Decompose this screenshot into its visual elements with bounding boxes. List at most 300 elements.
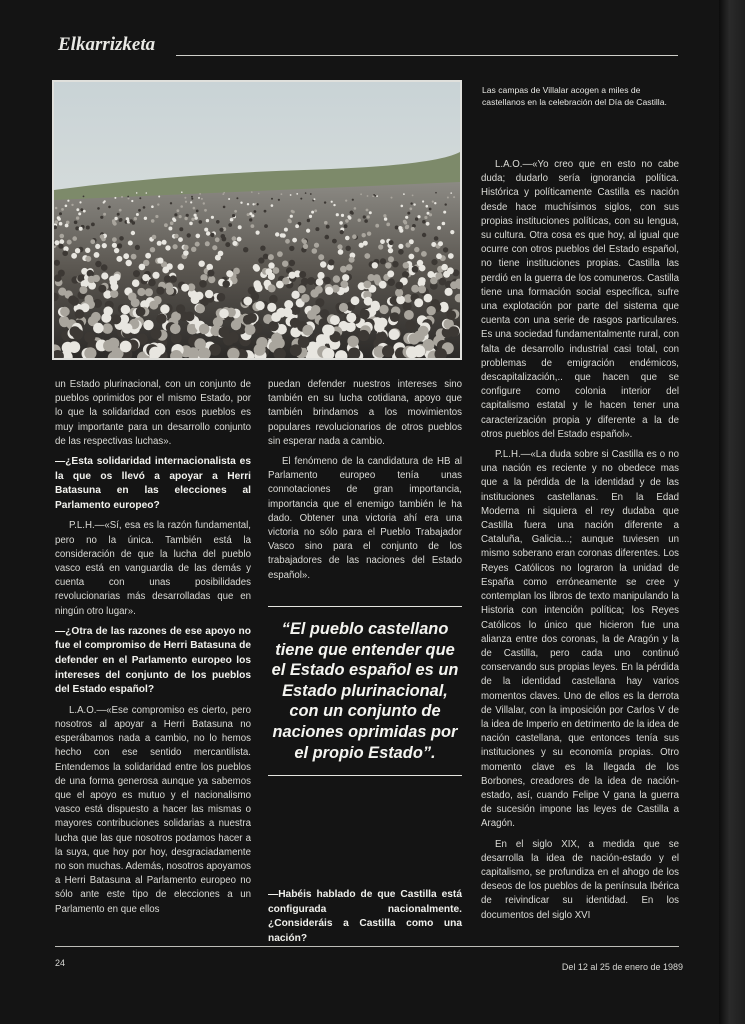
- crowd-figure: [363, 215, 366, 218]
- crowd-figure: [376, 195, 378, 197]
- crowd-figure: [422, 200, 424, 202]
- crowd-figure: [196, 210, 199, 213]
- section-title: Elkarrizketa: [58, 34, 156, 55]
- crowd-figure: [75, 226, 79, 230]
- crowd-figure: [178, 264, 185, 271]
- crowd-figure: [388, 248, 393, 253]
- crowd-figure: [284, 228, 288, 232]
- crowd-figure: [271, 198, 273, 200]
- crowd-figure: [131, 254, 137, 260]
- interview-question: —¿Otra de las razones de ese apoyo no fue el compromiso de Herri Batasuna de defender en el Parlamento europeo los intereses del conjunto de los pueblos del Estado español?: [55, 625, 251, 696]
- crowd-figure: [380, 239, 385, 244]
- crowd-figure: [83, 210, 86, 213]
- crowd-figure: [252, 203, 254, 205]
- crowd-figure: [403, 193, 405, 195]
- crowd-figure: [405, 216, 408, 219]
- crowd-figure: [367, 195, 369, 197]
- paragraph: L.A.O.—«Ese compromiso es cierto, pero nosotros al apoyar a Herri Batasuna no esperábamos nada a cambio, no lo hemos hecho con ese sentido mercantilista. Entendemos la solidaridad entre los pueblos de una forma generosa aunque ya sabemos que el apoyo es mutuo y el nacionalismo vasco está dispuesto a hacer las mismas o mayores contribuciones solidarias a nuestra lucha que las que nosotros podamos hacer a la suya, que hoy por hoy, desgraciadamente no son muchas. Además, nosotros apoyamos a Herri Batasuna al Parlamento europeo no sólo ante este tipo de elecciones a un Parlamento en que ellos: [55, 704, 252, 915]
- crowd-figure: [234, 210, 237, 213]
- crowd-figure: [86, 226, 90, 230]
- crowd-figure: [110, 290, 118, 298]
- crowd-figure: [345, 219, 349, 223]
- crowd-figure: [324, 221, 328, 225]
- crowd-figure: [429, 208, 432, 211]
- crowd-figure: [71, 204, 73, 206]
- crowd-figure: [181, 284, 189, 292]
- crowd-figure: [101, 313, 111, 323]
- crowd-figure: [445, 203, 447, 205]
- crowd-figure: [191, 196, 193, 198]
- paragraph: puedan defender nuestros intereses sino también en su lucha cotidiana, apoyo que también brindamos a los movimientos populares revolucionarios de otros pueblos sin esperar nada a cambio.: [268, 379, 462, 447]
- crowd-figure: [119, 236, 124, 241]
- crowd-figure: [58, 288, 66, 296]
- pull-quote-box: [268, 606, 462, 776]
- crowd-figure: [311, 305, 320, 314]
- crowd-figure: [372, 262, 378, 268]
- crowd-figure: [57, 216, 60, 219]
- crowd-figure: [219, 228, 223, 232]
- crowd-figure: [162, 267, 169, 274]
- crowd-figure: [434, 236, 439, 241]
- crowd-figure: [176, 304, 185, 313]
- crowd-figure: [243, 247, 248, 252]
- crowd-figure: [76, 216, 79, 219]
- crowd-figure: [302, 325, 313, 336]
- crowd-figure: [332, 239, 337, 244]
- crowd-figure: [450, 230, 454, 234]
- crowd-figure: [228, 198, 230, 200]
- crowd-figure: [151, 328, 162, 339]
- crowd-figure: [415, 217, 418, 220]
- crowd-figure: [221, 234, 226, 239]
- crowd-figure: [256, 231, 260, 235]
- pull-quote: “El pueblo castellano tiene que entender que el Estado español es un Estado plurinacional, con un conjunto de naciones oprimidas por el propio Estado”.: [271, 620, 459, 762]
- crowd-figure: [409, 207, 412, 210]
- crowd-figure: [268, 321, 278, 331]
- crowd-figure: [247, 313, 257, 323]
- page-number: 24: [55, 958, 66, 968]
- crowd-figure: [206, 264, 213, 271]
- crowd-figure: [280, 233, 284, 237]
- crowd-figure: [68, 295, 77, 304]
- crowd-figure: [136, 307, 146, 317]
- crowd-figure: [328, 259, 334, 265]
- crowd-figure: [165, 283, 173, 291]
- crowd-figure: [158, 196, 160, 198]
- crowd-figure: [443, 247, 448, 252]
- crowd-figure: [157, 241, 162, 246]
- crowd-figure: [128, 241, 133, 246]
- crowd-figure: [223, 206, 226, 209]
- crowd-figure: [340, 280, 348, 288]
- crowd-figure: [116, 256, 122, 262]
- crowd-figure: [337, 244, 342, 249]
- crowd-figure: [436, 253, 442, 259]
- crowd-figure: [364, 281, 372, 289]
- crowd-figure: [358, 219, 361, 222]
- crowd-figure: [342, 274, 349, 281]
- crowd-figure: [311, 211, 314, 214]
- crowd-figure: [65, 205, 68, 208]
- crowd-figure: [183, 245, 188, 250]
- crowd-figure: [68, 341, 80, 353]
- crowd-figure: [58, 244, 63, 249]
- crowd-figure: [314, 209, 317, 212]
- crowd-figure: [121, 196, 123, 198]
- crowd-figure: [359, 243, 364, 248]
- crowd-figure: [111, 314, 121, 324]
- crowd-figure: [190, 201, 192, 203]
- crowd-figure: [123, 253, 129, 259]
- crowd-figure: [379, 305, 388, 314]
- crowd-figure: [338, 249, 344, 255]
- crowd-figure: [283, 308, 293, 318]
- crowd-figure: [178, 237, 183, 242]
- crowd-figure: [316, 278, 324, 286]
- crowd-figure: [144, 217, 147, 220]
- crowd-figure: [136, 213, 139, 216]
- crowd-figure: [375, 224, 379, 228]
- paragraph: L.A.O.—«Yo creo que en esto no cabe duda; dudarlo sería ignorancia política. Histórica y políticamente Castilla es nación desde hace muchísimos siglos, con sus propias instituciones políticas, con su lengua, su cultura. Otra cosa es que hoy, al igual que ocurre con otros pueblos del Estado español, no tiene instituciones propias. Castilla las perdió en la guerra de los comuneros. Castilla tiene una formación social específica, sufre una explotación por parte del sistema que cuenta con una serie de rasgos particulares. Es una sociedad fundamentalmente rural, con falta de desarrollo industrial casi total, con problemas de emigración endémicos, descapitalización,.. que hacen que se configure como colonia interior del capitalismo estatal y le hacen tener una caracterización propia y diferente a la de otros pueblos del Estado español».: [481, 159, 679, 440]
- crowd-figure: [251, 214, 254, 217]
- crowd-figure: [216, 220, 220, 224]
- crowd-figure: [114, 248, 119, 253]
- crowd-figure: [281, 193, 283, 195]
- crowd-figure: [142, 274, 149, 281]
- crowd-figure: [448, 326, 459, 337]
- crowd-figure: [408, 333, 419, 344]
- crowd-figure: [403, 220, 407, 224]
- crowd-figure: [151, 219, 155, 223]
- crowd-figure: [285, 239, 290, 244]
- crowd-figure: [249, 218, 252, 221]
- crowd-figure: [61, 208, 64, 211]
- crowd-figure: [395, 289, 403, 297]
- crowd-figure: [392, 261, 398, 267]
- binding-spine: [719, 0, 745, 1024]
- crowd-figure: [170, 324, 181, 335]
- crowd-figure: [333, 204, 335, 206]
- crowd-figure: [181, 191, 183, 193]
- crowd-figure: [152, 272, 159, 279]
- crowd-figure: [442, 222, 446, 226]
- crowd-figure: [80, 208, 83, 211]
- crowd-figure: [132, 221, 136, 225]
- crowd-figure: [133, 270, 140, 277]
- crowd-figure: [412, 195, 414, 197]
- crowd-figure: [112, 221, 116, 225]
- crowd-figure: [100, 234, 105, 239]
- crowd-figure: [217, 293, 226, 302]
- crowd-figure: [121, 305, 130, 314]
- crowd-figure: [126, 260, 132, 266]
- section-rule: [176, 55, 678, 56]
- crowd-figure: [405, 320, 415, 330]
- crowd-figure: [268, 262, 274, 268]
- crowd-figure: [157, 203, 159, 205]
- crowd-figure: [362, 233, 366, 237]
- crowd-figure: [196, 304, 205, 313]
- crowd-figure: [204, 228, 208, 232]
- crowd-figure: [59, 222, 63, 226]
- crowd-figure: [291, 210, 294, 213]
- crowd-figure: [240, 202, 242, 204]
- crowd-figure: [390, 312, 400, 322]
- crowd-figure: [104, 200, 106, 202]
- crowd-figure: [131, 200, 133, 202]
- crowd-figure: [203, 202, 205, 204]
- crowd-figure: [189, 222, 193, 226]
- crowd-figure: [171, 332, 182, 343]
- crowd-figure: [427, 306, 436, 315]
- crowd-figure: [79, 201, 81, 203]
- crowd-figure: [398, 249, 404, 255]
- crowd-figure: [54, 260, 60, 266]
- crowd-figure: [405, 225, 409, 229]
- crowd-figure: [291, 291, 299, 299]
- crowd-figure: [292, 238, 297, 243]
- crowd-figure: [102, 243, 107, 248]
- crowd-figure: [204, 209, 207, 212]
- crowd-figure: [426, 222, 430, 226]
- crowd-figure: [173, 244, 178, 249]
- crowd-figure: [160, 304, 169, 313]
- crowd-figure: [179, 227, 183, 231]
- crowd-figure: [247, 213, 250, 216]
- crowd-figure: [65, 224, 69, 228]
- crowd-figure: [318, 254, 324, 260]
- crowd-figure: [254, 265, 261, 272]
- crowd-figure: [59, 317, 69, 327]
- crowd-figure: [351, 212, 354, 215]
- crowd-figure: [346, 313, 356, 323]
- crowd-figure: [441, 264, 448, 271]
- crowd-figure: [88, 276, 95, 283]
- crowd-figure: [195, 242, 200, 247]
- crowd-figure: [309, 215, 312, 218]
- crowd-figure: [284, 300, 293, 309]
- crowd-figure: [251, 191, 253, 193]
- crowd-figure: [103, 213, 106, 216]
- crowd-figure: [59, 239, 64, 244]
- crowd-figure: [205, 290, 213, 298]
- crowd-figure: [264, 210, 267, 213]
- crowd-figure: [396, 296, 405, 305]
- crowd-figure: [212, 245, 217, 250]
- crowd-figure: [453, 196, 455, 198]
- crowd-figure: [312, 248, 318, 254]
- crowd-figure: [157, 314, 167, 324]
- crowd-figure: [165, 245, 170, 250]
- crowd-figure: [78, 212, 81, 215]
- crowd-figure: [346, 264, 353, 271]
- crowd-figure: [108, 206, 111, 209]
- crowd-figure: [275, 232, 279, 236]
- crowd-figure: [418, 285, 426, 293]
- crowd-figure: [443, 211, 446, 214]
- crowd-figure: [237, 237, 242, 242]
- crowd-figure: [388, 256, 394, 262]
- crowd-figure: [54, 240, 59, 245]
- crowd-figure: [389, 329, 400, 340]
- crowd-figure: [139, 197, 141, 199]
- interview-question: —Habéis hablado de que Castilla está configurada nacionalmente. ¿Consideráis a Castilla como una nación?: [268, 889, 462, 944]
- crowd-figure: [75, 309, 85, 319]
- crowd-figure: [186, 214, 189, 217]
- crowd-figure: [151, 205, 154, 208]
- paragraph: El fenómeno de la candidatura de HB al Parlamento europeo tenía unas connotaciones de gran importancia, importancia que el enemigo también le ha dado. Obtener una victoria ahí era una victoria no sólo para el Pueblo Trabajador Vasco sino para el conjunto de los trabajadores de las naciones del Estado español».: [268, 456, 462, 581]
- crowd-figure: [251, 224, 255, 228]
- crowd-figure: [70, 326, 81, 337]
- crowd-figure: [265, 268, 272, 275]
- crowd-figure: [417, 260, 423, 266]
- crowd-figure: [296, 193, 298, 195]
- crowd-figure: [386, 223, 390, 227]
- crowd-figure: [447, 267, 454, 274]
- crowd-figure: [59, 212, 62, 215]
- crowd-figure: [193, 207, 196, 210]
- crowd-figure: [349, 257, 355, 263]
- crowd-figure: [310, 289, 318, 297]
- crowd-figure: [205, 241, 210, 246]
- crowd-figure: [298, 285, 306, 293]
- crowd-figure: [87, 270, 94, 277]
- crowd-figure: [391, 197, 393, 199]
- crowd-figure: [424, 216, 427, 219]
- crowd-figure: [268, 254, 274, 260]
- crowd-figure: [184, 197, 186, 199]
- crowd-figure: [289, 246, 294, 251]
- crowd-figure: [122, 323, 133, 334]
- crowd-figure: [162, 240, 167, 245]
- crowd-figure: [364, 253, 370, 259]
- crowd-figure: [302, 239, 307, 244]
- crowd-figure: [399, 229, 403, 233]
- crowd-figure: [74, 221, 78, 225]
- crowd-figure: [146, 192, 148, 194]
- paragraph: En el siglo XIX, a medida que se desarrolla la idea de nación-estado y el capitalismo, se profundiza en el ahogo de los deseos de los pueblos de la península Ibérica de reivindicar su identidad. En los documentos del siglo XVI: [481, 838, 679, 921]
- crowd-figure: [395, 282, 403, 290]
- crowd-figure: [306, 229, 310, 233]
- crowd-figure: [364, 219, 368, 223]
- crowd-figure: [387, 270, 394, 277]
- crowd-figure: [136, 192, 138, 194]
- crowd-figure: [405, 242, 410, 247]
- photo-caption: Las campas de Villalar acogen a miles de castellanos en la celebración del Día de Castilla.: [482, 85, 667, 107]
- crowd-figure: [383, 214, 386, 217]
- crowd-figure: [128, 198, 130, 200]
- crowd-figure: [93, 323, 104, 334]
- crowd-figure: [431, 259, 437, 265]
- crowd-figure: [209, 344, 221, 356]
- crowd-figure: [258, 193, 260, 195]
- crowd-figure: [177, 209, 180, 212]
- crowd-figure: [75, 248, 80, 253]
- crowd-figure: [330, 315, 340, 325]
- crowd-figure: [299, 271, 306, 278]
- crowd-figure: [366, 209, 369, 212]
- crowd-figure: [360, 193, 362, 195]
- crowd-figure: [352, 199, 354, 201]
- crowd-figure: [62, 251, 68, 257]
- crowd-figure: [371, 301, 380, 310]
- crowd-figure: [289, 272, 296, 279]
- crowd-figure: [187, 233, 191, 237]
- crowd-figure: [368, 274, 375, 281]
- crowd-figure: [360, 310, 370, 320]
- crowd-figure: [367, 215, 370, 218]
- crowd-figure: [340, 230, 344, 234]
- crowd-figure: [156, 287, 164, 295]
- crowd-figure: [95, 261, 101, 267]
- crowd-figure: [149, 301, 158, 310]
- crowd-figure: [323, 277, 330, 284]
- crowd-figure: [71, 253, 77, 259]
- crowd-figure: [437, 226, 441, 230]
- crowd-figure: [282, 261, 288, 267]
- crowd-figure: [191, 295, 200, 304]
- crowd-figure: [301, 294, 310, 303]
- crowd-figure: [120, 341, 132, 353]
- crowd-figure: [226, 270, 233, 277]
- crowd-figure: [340, 266, 347, 273]
- crowd-figure: [414, 247, 419, 252]
- crowd-figure: [199, 261, 205, 267]
- crowd-figure: [278, 199, 280, 201]
- crowd-figure: [185, 312, 195, 322]
- crowd-figure: [439, 278, 447, 286]
- crowd-figure: [199, 280, 207, 288]
- crowd-figure: [148, 279, 156, 287]
- crowd-figure: [384, 217, 387, 220]
- crowd-figure: [409, 254, 415, 260]
- crowd-figure: [295, 224, 299, 228]
- crowd-figure: [231, 320, 241, 330]
- article-column-1: [55, 378, 251, 923]
- crowd-figure: [432, 201, 434, 203]
- crowd-figure: [413, 203, 415, 205]
- crowd-figure: [324, 201, 326, 203]
- crowd-figure: [341, 214, 344, 217]
- crowd-figure: [174, 213, 177, 216]
- crowd-figure: [113, 274, 120, 281]
- crowd-figure: [67, 240, 72, 245]
- crowd-figure: [450, 192, 452, 194]
- crowd-figure: [112, 237, 117, 242]
- crowd-figure: [117, 213, 120, 216]
- crowd-figure: [258, 257, 264, 263]
- crowd-figure: [387, 278, 395, 286]
- crowd-figure: [180, 205, 183, 208]
- crowd-figure: [119, 209, 122, 212]
- crowd-figure: [194, 214, 197, 217]
- crowd-figure: [447, 197, 449, 199]
- crowd-figure: [385, 262, 391, 268]
- crowd-figure: [407, 212, 410, 215]
- crowd-figure: [184, 217, 187, 220]
- crowd-figure: [268, 284, 276, 292]
- crowd-figure: [347, 336, 358, 347]
- crowd-figure: [131, 231, 135, 235]
- crowd-figure: [378, 244, 383, 249]
- crowd-figure: [418, 326, 429, 337]
- crowd-figure: [103, 340, 115, 352]
- crowd-figure: [201, 198, 203, 200]
- crowd-figure: [98, 285, 106, 293]
- pull-quote-rule-bottom: [268, 775, 462, 776]
- crowd-figure: [380, 258, 386, 264]
- crowd-figure: [389, 240, 394, 245]
